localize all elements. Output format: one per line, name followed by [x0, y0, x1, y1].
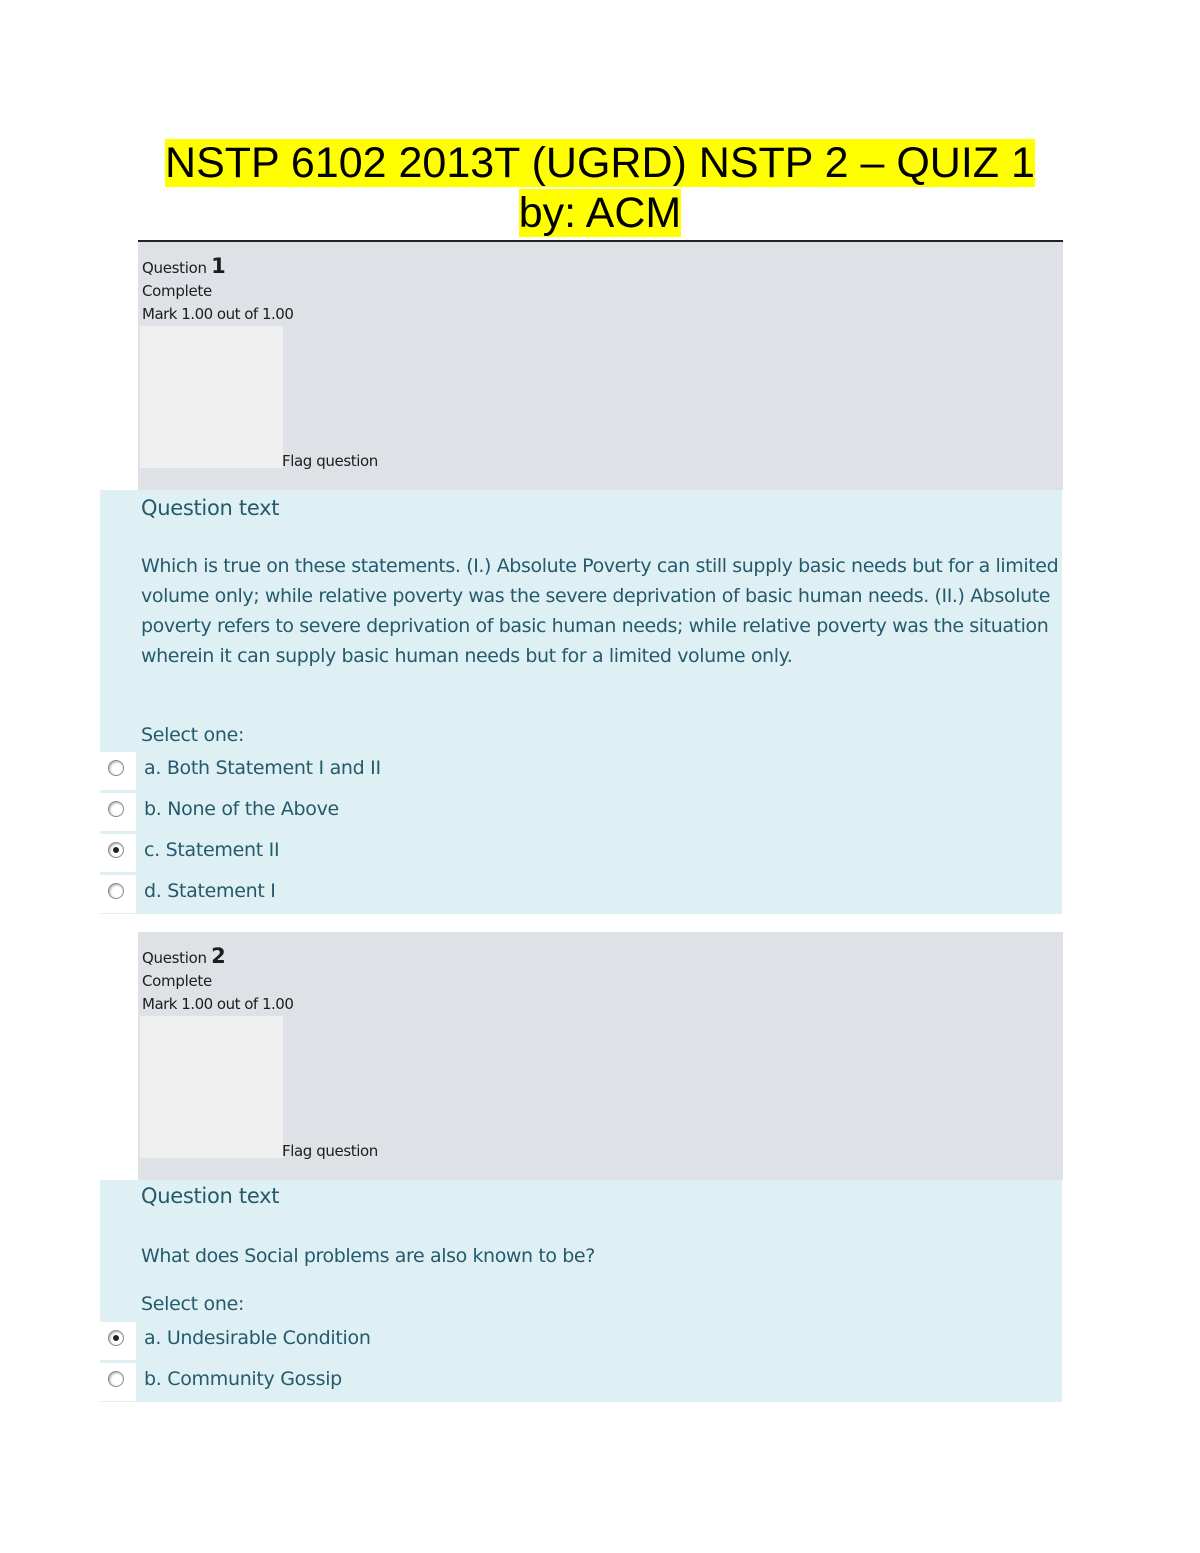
document-title [0, 138, 1200, 238]
question-state: Complete [142, 972, 212, 990]
title-line-2: by: ACM [518, 189, 682, 237]
radio-container [100, 793, 136, 831]
question-1-content [100, 490, 1062, 914]
answer-option-a[interactable] [100, 752, 1062, 793]
question-number [142, 254, 225, 278]
radio-container [100, 1363, 136, 1401]
flag-question-link[interactable]: Flag question [282, 452, 378, 470]
question-2-info [138, 932, 1063, 1180]
radio-container [100, 752, 136, 790]
question-number [142, 944, 225, 968]
radio-button[interactable] [108, 883, 124, 899]
answer-label[interactable]: a. Both Statement I and II [144, 757, 381, 779]
question-text: What does Social problems are also known to be? [141, 1245, 595, 1267]
answer-label[interactable]: d. Statement I [144, 880, 276, 902]
select-one-prompt: Select one: [141, 1293, 245, 1315]
question-1-info [138, 242, 1063, 490]
answer-label[interactable]: b. Community Gossip [144, 1368, 342, 1390]
question-text-heading: Question text [141, 496, 280, 520]
radio-button-selected[interactable] [108, 842, 124, 858]
answer-option-b[interactable] [100, 1363, 1062, 1404]
title-line-1: NSTP 6102 2013T (UGRD) NSTP 2 – QUIZ 1 [165, 139, 1035, 187]
flag-question-link[interactable]: Flag question [282, 1142, 378, 1160]
radio-container [100, 1322, 136, 1360]
radio-button[interactable] [108, 801, 124, 817]
select-one-prompt: Select one: [141, 724, 245, 746]
question-grade: Mark 1.00 out of 1.00 [142, 995, 294, 1013]
question-number-value: 2 [211, 944, 226, 968]
radio-button-selected[interactable] [108, 1330, 124, 1346]
radio-container [100, 834, 136, 872]
question-label: Question [142, 259, 207, 277]
answer-option-d[interactable] [100, 875, 1062, 916]
answer-label[interactable]: b. None of the Above [144, 798, 339, 820]
radio-container [100, 875, 136, 913]
question-grade: Mark 1.00 out of 1.00 [142, 305, 294, 323]
question-text-heading: Question text [141, 1184, 280, 1208]
question-label: Question [142, 949, 207, 967]
radio-button[interactable] [108, 1371, 124, 1387]
question-text: Which is true on these statements. (I.) Absolute Poverty can still supply basic needs but for a limited volume only; while relative poverty was the severe deprivation of basic human needs. (II.) Absolute poverty refers to severe deprivation of basic human needs; while relative poverty was the situation wherein it can supply basic human needs but for a limited volume only. [141, 555, 1059, 667]
flag-icon[interactable] [140, 326, 283, 468]
answer-label[interactable]: a. Undesirable Condition [144, 1327, 371, 1349]
answer-option-c[interactable] [100, 834, 1062, 875]
answer-label[interactable]: c. Statement II [144, 839, 280, 861]
answer-option-b[interactable] [100, 793, 1062, 834]
flag-icon[interactable] [140, 1016, 283, 1158]
answer-option-a[interactable] [100, 1322, 1062, 1363]
question-state: Complete [142, 282, 212, 300]
question-number-value: 1 [211, 254, 226, 278]
question-2-content [100, 1180, 1062, 1402]
radio-button[interactable] [108, 760, 124, 776]
